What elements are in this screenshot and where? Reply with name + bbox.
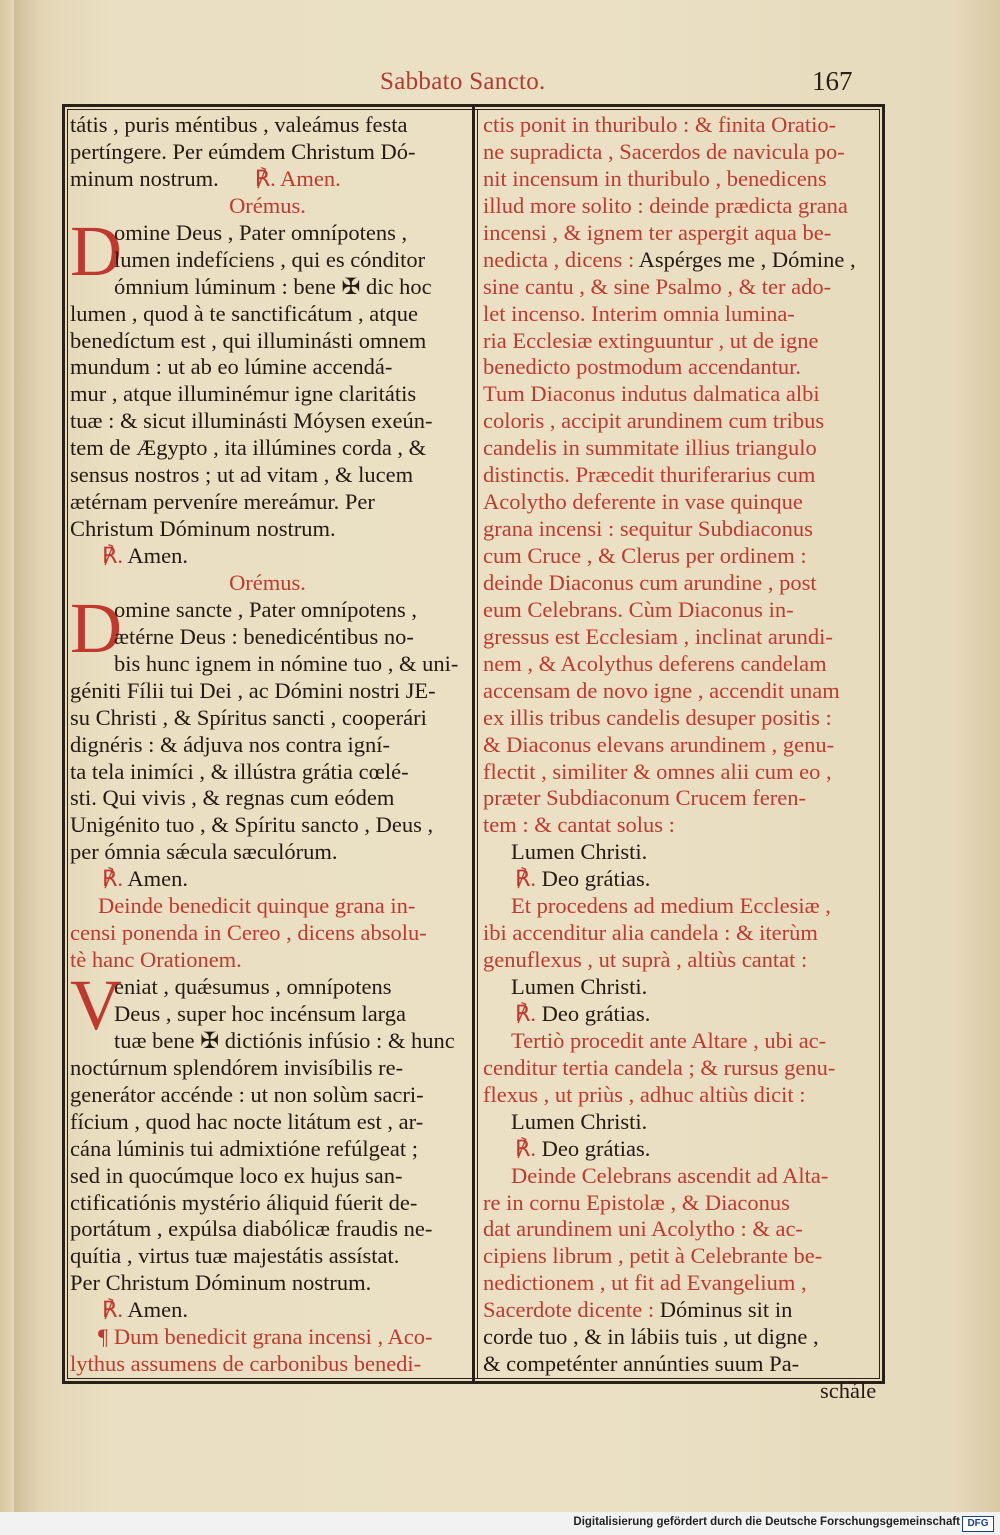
line-text: per ómnia sǽcula sæculórum. — [70, 839, 338, 865]
line-text: gressus est Ecclesiam , inclinat arundi- — [483, 623, 833, 649]
line-text: Tertiò procedit ante Altare , ubi ac- — [511, 1027, 827, 1053]
text-line — [70, 489, 465, 516]
line-text: incensi , & ignem ter aspergit aqua be- — [483, 219, 832, 245]
column-divider — [472, 104, 475, 1384]
line-text: flexus , ut priùs , adhuc altiùs dicit : — [483, 1081, 806, 1107]
text-line — [70, 166, 465, 193]
line-text: tem de Ægypto , ita illúmines corda , & — [70, 435, 427, 461]
text-line — [70, 1216, 465, 1243]
line-text: nedicta , dicens : — [483, 246, 635, 272]
line-text: flectit , similiter & omnes alii cum eo , — [483, 758, 832, 784]
text-line — [483, 732, 877, 759]
line-text: cána lúminis tui admixtióne refúlgeat ; — [70, 1135, 419, 1161]
line-text: fícium , quod hac nocte litátum est , ar- — [70, 1108, 424, 1134]
line-text: grana incensi : sequitur Subdiaconus — [483, 516, 813, 542]
text-line — [70, 408, 465, 435]
text-line — [70, 1297, 465, 1324]
line-text: illud more solito : deinde prædicta grana — [483, 192, 848, 218]
text-line — [70, 624, 465, 651]
line-text: Lumen Christi. — [511, 1108, 648, 1134]
text-line — [483, 301, 877, 328]
line-text: sine cantu , & sine Psalmo , & ter ado- — [483, 273, 832, 299]
line-text: Deinde benedicit quinque grana in- — [98, 893, 416, 919]
text-line — [483, 1082, 877, 1109]
text-line — [70, 543, 465, 570]
line-text: dat arundinem uni Acolytho : & ac- — [483, 1216, 803, 1242]
text-line — [70, 1082, 465, 1109]
line-text: nedictionem , ut fit ad Evangelium , — [483, 1270, 807, 1296]
text-line — [70, 247, 465, 274]
text-line — [483, 812, 877, 839]
line-text: ¶ Dum benedicit grana incensi , Aco- — [98, 1324, 433, 1350]
column-divider-inner — [477, 109, 478, 1379]
text-line — [70, 354, 465, 381]
text-line — [70, 705, 465, 732]
line-text: nit incensum in thuribulo , benedicens — [483, 165, 827, 191]
text-line — [483, 866, 877, 893]
line-text: nem , & Acolythus deferens candelam — [483, 650, 827, 676]
response-sign: ℟. — [102, 1297, 124, 1323]
text-line — [483, 705, 877, 732]
line-text: corde tuo , & in lábiis tuis , ut digne , — [483, 1324, 819, 1350]
text-line — [483, 651, 877, 678]
response-text: Amen. — [127, 1297, 189, 1323]
text-line — [483, 1001, 877, 1028]
line-text: ex illis tribus candelis desuper positis : — [483, 704, 832, 730]
left-column — [70, 112, 465, 1378]
line-text: Lumen Christi. — [511, 839, 648, 865]
text-line — [70, 328, 465, 355]
text-line — [483, 1190, 877, 1217]
line-text: sti. Qui vivis , & regnas cum eódem — [70, 785, 395, 811]
text-line — [70, 812, 465, 839]
line-text: ibi accenditur alia candela : & iterùm — [483, 920, 818, 946]
line-text: ne supradicta , Sacerdos de navicula po- — [483, 138, 845, 164]
text-line — [70, 1351, 465, 1378]
text-line — [483, 1109, 877, 1136]
line-text: Per Christum Dóminum nostrum. — [70, 1270, 372, 1296]
line-text: minum nostrum. — [70, 165, 219, 191]
line-text: bis hunc ignem in nómine tuo , & uni- — [114, 650, 459, 676]
line-text: ta tela inimíci , & illústra grátia cœlé- — [70, 758, 409, 784]
line-text: censi ponenda in Cereo , dicens absolu- — [70, 920, 427, 946]
line-text: mur , atque illuminémur igne claritátis — [70, 381, 417, 407]
line-text: lumen indefíciens , qui es cónditor — [114, 246, 426, 272]
dfg-logo: DFG — [962, 1516, 994, 1532]
text-line — [70, 462, 465, 489]
text-line — [483, 462, 877, 489]
line-text: eum Celebrans. Cùm Diaconus in- — [483, 596, 794, 622]
line-text: pertíngere. Per eúmdem Christum Dó- — [70, 138, 416, 164]
text-line — [483, 678, 877, 705]
line-text: Tum Diaconus indutus dalmatica albi — [483, 381, 820, 407]
line-text: cipiens librum , petit à Celebrante be- — [483, 1243, 823, 1269]
line-text: noctúrnum splendórem invisíbilis re- — [70, 1054, 404, 1080]
text-line — [70, 570, 465, 597]
text-line — [70, 759, 465, 786]
line-text: benedíctum est , qui illuminásti omnem — [70, 327, 427, 353]
line-text: ætérne Deus : benedicéntibus no- — [114, 623, 414, 649]
text-line — [483, 543, 877, 570]
line-text: Deinde Celebrans ascendit ad Alta- — [511, 1162, 829, 1188]
text-line — [483, 1351, 877, 1378]
footer-bar — [0, 1512, 1000, 1535]
text-line — [483, 328, 877, 355]
text-line — [70, 678, 465, 705]
text-line — [483, 974, 877, 1001]
response-sign: ℟. — [515, 866, 537, 892]
line-text: benedicto postmodum accendantur. — [483, 354, 802, 380]
facing-page-edge — [0, 0, 14, 1512]
text-line — [483, 1216, 877, 1243]
line-text: Lumen Christi. — [511, 974, 648, 999]
text-line — [483, 112, 877, 139]
text-line — [483, 839, 877, 866]
text-line — [70, 651, 465, 678]
line-text: ria Ecclesiæ extinguuntur , ut de igne — [483, 327, 819, 353]
text-line — [483, 1297, 877, 1324]
text-line — [483, 247, 877, 274]
text-line — [483, 1028, 877, 1055]
drop-cap-initial: D — [70, 587, 122, 668]
response-sign: ℟. — [102, 543, 124, 568]
catchword: schále — [820, 1378, 877, 1403]
text-line — [70, 1243, 465, 1270]
text-line — [70, 139, 465, 166]
line-text: candelis in summitate illius triangulo — [483, 435, 817, 461]
text-line — [483, 193, 877, 220]
text-line — [483, 274, 877, 301]
text-line — [70, 866, 465, 893]
line-text: mundum : ut ab eo lúmine accendá- — [70, 354, 393, 380]
line-text: Deus , super hoc incénsum larga — [114, 1000, 407, 1026]
text-line — [70, 1109, 465, 1136]
text-line — [483, 597, 877, 624]
line-text: portátum , expúlsa diabólicæ fraudis ne- — [70, 1216, 433, 1242]
line-text: eniat , quǽsumus , omnípotens — [114, 974, 392, 999]
line-text: ctificatiónis mystério áliquid fúerit de- — [70, 1189, 418, 1215]
text-line — [483, 139, 877, 166]
response-text: Amen. — [127, 543, 189, 568]
line-text: lythus assumens de carbonibus benedi- — [70, 1351, 422, 1377]
line-text: & competénter annúnties suum Pa- — [483, 1351, 800, 1377]
line-text: accensam de novo igne , accendit unam — [483, 677, 840, 703]
line-text: distinctis. Præcedit thuriferarius cum — [483, 462, 816, 488]
response-sign: ℟. — [515, 1135, 537, 1161]
line-text: ómnium lúminum : bene ✠ dic hoc — [114, 273, 432, 299]
line-text: cenditur tertia candela ; & rursus genu- — [483, 1054, 836, 1080]
text-line — [70, 1028, 465, 1055]
text-line — [483, 1136, 877, 1163]
text-line — [483, 166, 877, 193]
text-line — [483, 381, 877, 408]
drop-cap-initial: V — [70, 965, 122, 1045]
line-text: Unigénito tuo , & Spíritu sancto , Deus , — [70, 812, 434, 838]
line-text: géniti Fílii tui Dei , ac Dómini nostri JE- — [70, 677, 436, 703]
text-line — [70, 435, 465, 462]
response-sign: ℟. — [515, 1000, 537, 1026]
text-line — [70, 893, 465, 920]
response-text: Deo grátias. — [541, 866, 651, 892]
text-line — [483, 1243, 877, 1270]
text-line — [70, 1136, 465, 1163]
text-line — [70, 381, 465, 408]
line-text: sensus nostros ; ut ad vitam , & lucem — [70, 462, 414, 488]
drop-cap-initial: D — [70, 210, 122, 291]
text-line — [70, 301, 465, 328]
text-line — [483, 489, 877, 516]
response-text: Deo grátias. — [541, 1135, 651, 1161]
response-sign: ℟. — [102, 866, 124, 892]
text-line — [70, 1190, 465, 1217]
line-text: re in cornu Epistolæ , & Diaconus — [483, 1189, 790, 1215]
text-line — [483, 1324, 877, 1351]
text-line — [70, 785, 465, 812]
line-text: lumen , quod à te sanctificátum , atque — [70, 300, 419, 326]
response-text: Deo grátias. — [541, 1000, 651, 1026]
text-line — [483, 408, 877, 435]
text-line — [483, 1055, 877, 1082]
line-text: deinde Diaconus cum arundine , post — [483, 569, 817, 595]
text-line — [483, 354, 877, 381]
text-line — [70, 947, 465, 974]
line-text: Et procedens ad medium Ecclesiæ , — [511, 893, 831, 919]
line-text: Orémus. — [229, 192, 306, 218]
text-line — [483, 947, 877, 974]
text-line — [70, 732, 465, 759]
text-line — [483, 570, 877, 597]
running-title: Sabbato Sancto. — [380, 68, 546, 95]
text-line — [483, 1270, 877, 1297]
text-line — [483, 920, 877, 947]
line-text: cum Cruce , & Clerus per ordinem : — [483, 543, 807, 568]
text-line — [70, 1055, 465, 1082]
text-line — [70, 1270, 465, 1297]
line-text: quítia , virtus tuæ majestátis assístat. — [70, 1243, 400, 1269]
text-line — [483, 785, 877, 812]
line-text: tátis , puris méntibus , valeámus festa — [70, 112, 408, 137]
line-text: Acolytho deferente in vase quinque — [483, 489, 803, 515]
text-line — [70, 920, 465, 947]
text-line — [70, 839, 465, 866]
line-text-black: Dóminus sit in — [654, 1297, 793, 1323]
line-text: Christum Dóminum nostrum. — [70, 516, 336, 542]
response-text: Amen. — [127, 866, 189, 892]
line-text: omine Deus , Pater omnípotens , — [114, 219, 408, 245]
text-line — [70, 1163, 465, 1190]
line-text: coloris , accipit arundinem cum tribus — [483, 408, 825, 434]
line-text: præter Subdiaconum Crucem feren- — [483, 785, 807, 811]
text-line — [483, 435, 877, 462]
right-column — [483, 112, 877, 1378]
text-line — [483, 220, 877, 247]
line-text: sed in quocúmque loco ex hujus san- — [70, 1162, 403, 1188]
text-line — [483, 624, 877, 651]
page-number: 167 — [812, 66, 853, 96]
text-line — [483, 516, 877, 543]
text-line — [70, 516, 465, 543]
line-text: tem : & cantat solus : — [483, 812, 675, 838]
line-text: let incenso. Interim omnia lumina- — [483, 300, 795, 326]
line-text: dignéris : & ádjuva nos contra igní- — [70, 731, 390, 757]
line-text: Orémus. — [229, 569, 306, 595]
text-line — [483, 1163, 877, 1190]
line-text: & Diaconus elevans arundinem , genu- — [483, 731, 835, 757]
text-line — [70, 1324, 465, 1351]
line-text: tè hanc Orationem. — [70, 947, 242, 973]
line-text: genuflexus , ut suprà , altiùs cantat : — [483, 947, 808, 973]
line-text: ctis ponit in thuribulo : & finita Oratio- — [483, 112, 837, 137]
line-text: tuæ : & sicut illuminásti Móysen exeún- — [70, 408, 433, 434]
text-line — [483, 893, 877, 920]
line-text: generátor accénde : ut non solùm sacri- — [70, 1081, 424, 1107]
line-text: su Christi , & Spíritus sancti , cooperári — [70, 704, 427, 730]
text-line — [70, 1001, 465, 1028]
text-line — [70, 274, 465, 301]
text-line — [483, 759, 877, 786]
line-text: omine sancte , Pater omnípotens , — [114, 596, 418, 622]
footer-credit: Digitalisierung gefördert durch die Deutsche Forschungsgemeinschaft — [573, 1516, 960, 1528]
inline-response: ℟. Amen. — [254, 165, 341, 191]
line-text: Sacerdote dicente : — [483, 1297, 655, 1323]
line-text: tuæ bene ✠ dictiónis infúsio : & hunc — [114, 1027, 455, 1053]
line-text-black: Aspérges me , Dómine , — [634, 246, 856, 272]
text-line — [70, 193, 465, 220]
line-text: ætérnam perveníre mereámur. Per — [70, 489, 375, 515]
text-line — [70, 112, 465, 139]
